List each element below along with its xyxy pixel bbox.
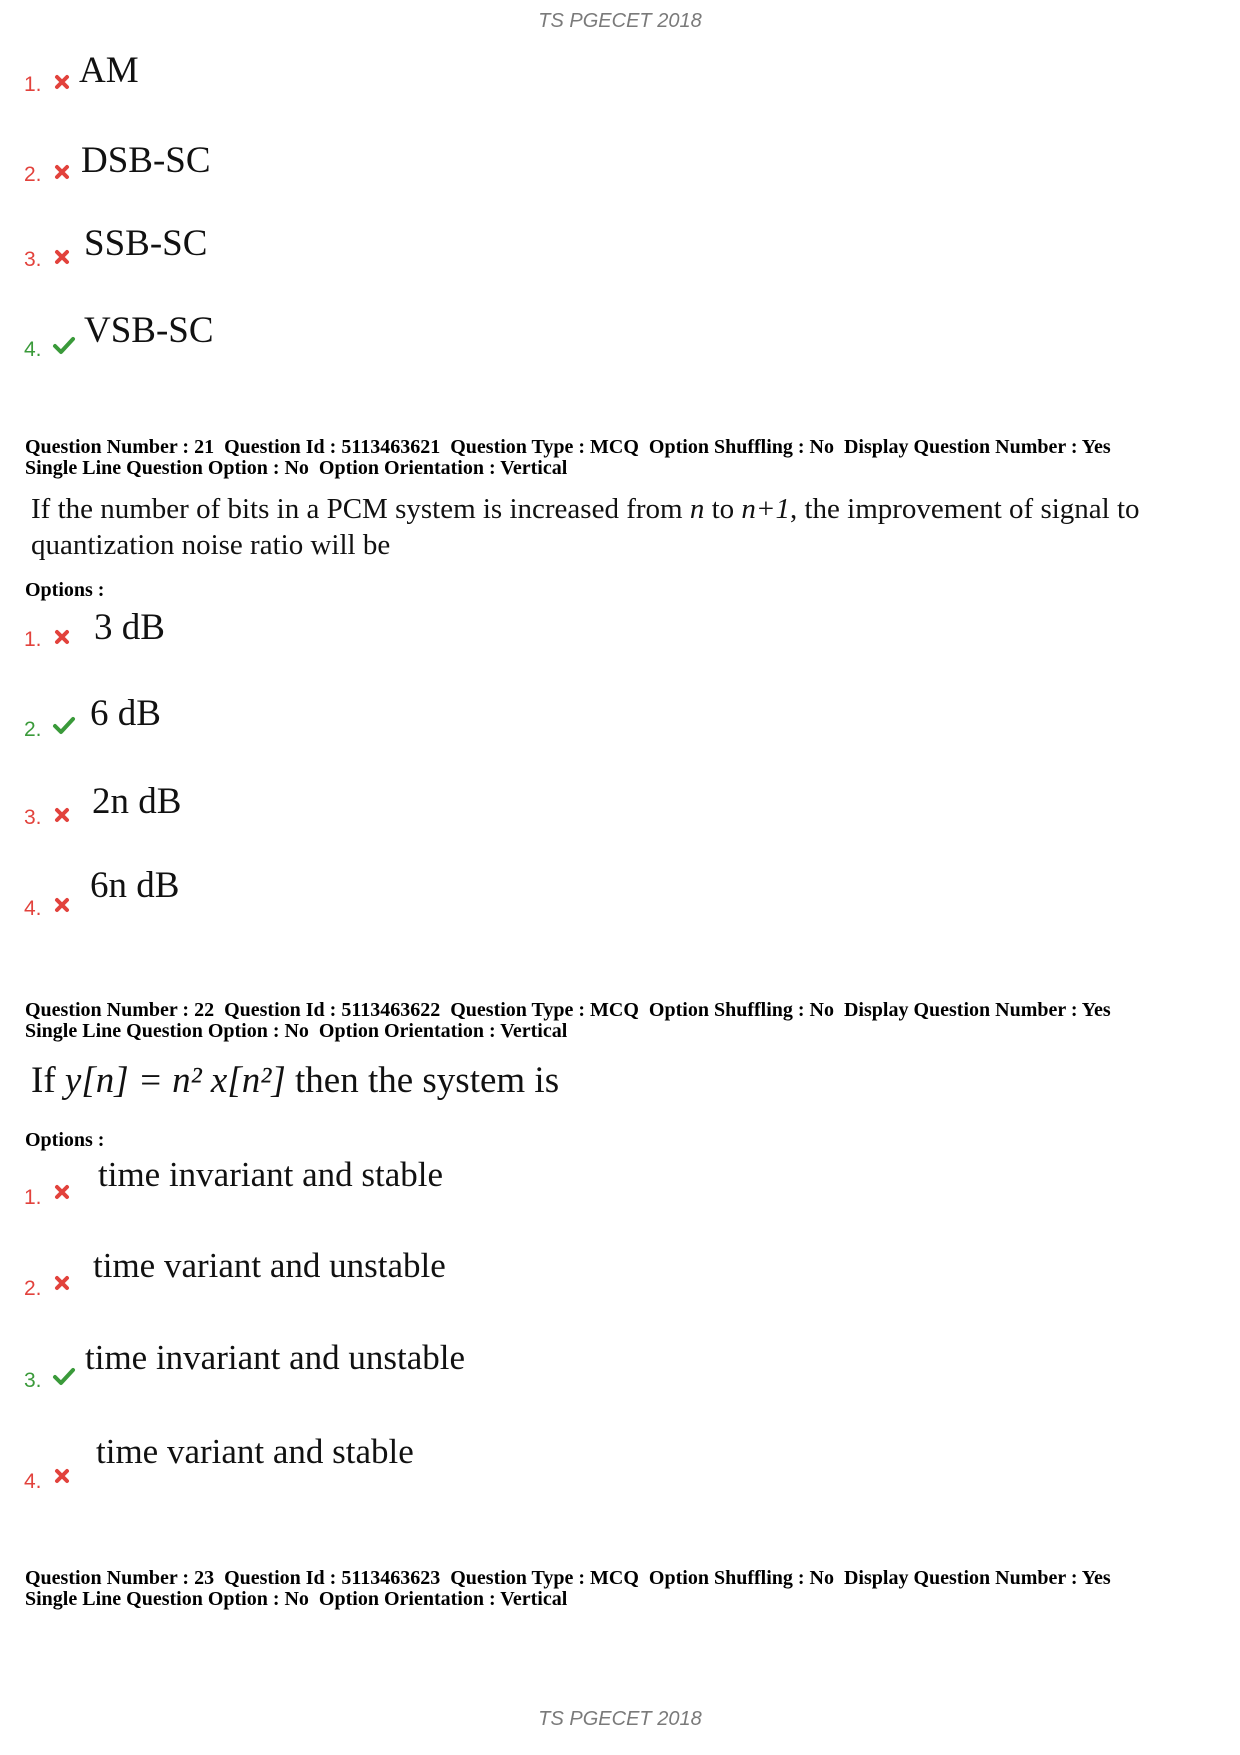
option-number: 1.	[24, 73, 42, 96]
option-text: AM	[79, 50, 139, 91]
cross-icon	[52, 72, 72, 92]
option-text: 3 dB	[94, 607, 165, 648]
option-number: 4.	[24, 897, 42, 920]
options-label: Options :	[25, 579, 105, 601]
question-22-text: If y[n] = n² x[n²] then the system is	[31, 1060, 560, 1101]
option-text: VSB-SC	[84, 310, 214, 351]
question-22-meta: Question Number : 22 Question Id : 5113463622 Question Type : MCQ Option Shuffling : No Display Question Number : Yes Single Line Question Option : No Option Orientation : Vertical	[25, 999, 1111, 1042]
option-text: time invariant and stable	[98, 1155, 444, 1194]
equation: y[n] = n² x[n²]	[64, 1060, 286, 1101]
option-number: 3.	[24, 248, 42, 271]
cross-icon	[52, 805, 72, 825]
question-23-meta: Question Number : 23 Question Id : 5113463623 Question Type : MCQ Option Shuffling : No Display Question Number : Yes Single Line Question Option : No Option Orientation : Vertical	[25, 1567, 1111, 1610]
option-text: time invariant and unstable	[85, 1338, 466, 1377]
option-text: time variant and unstable	[93, 1246, 446, 1285]
option-text: DSB-SC	[81, 140, 211, 181]
option-text: 6n dB	[90, 865, 180, 906]
cross-icon	[52, 895, 72, 915]
cross-icon	[52, 247, 72, 267]
option-number: 1.	[24, 1186, 42, 1209]
option-text: time variant and stable	[96, 1432, 414, 1471]
check-icon	[52, 715, 76, 735]
question-21-meta: Question Number : 21 Question Id : 5113463621 Question Type : MCQ Option Shuffling : No Display Question Number : Yes Single Line Question Option : No Option Orientation : Vertical	[25, 436, 1111, 479]
cross-icon	[52, 627, 72, 647]
cross-icon	[52, 1273, 72, 1293]
cross-icon	[52, 162, 72, 182]
check-icon	[52, 335, 76, 355]
option-text: 6 dB	[90, 693, 161, 734]
option-number: 3.	[24, 1369, 42, 1392]
cross-icon	[52, 1182, 72, 1202]
option-number: 2.	[24, 1277, 42, 1300]
option-number: 1.	[24, 628, 42, 651]
page-header: TS PGECET 2018	[538, 10, 702, 32]
option-number: 2.	[24, 163, 42, 186]
page-footer: TS PGECET 2018	[538, 1708, 702, 1730]
option-number: 4.	[24, 338, 42, 361]
option-text: 2n dB	[92, 781, 182, 822]
option-number: 3.	[24, 806, 42, 829]
cross-icon	[52, 1466, 72, 1486]
option-text: SSB-SC	[84, 223, 208, 264]
option-number: 2.	[24, 718, 42, 741]
options-label: Options :	[25, 1129, 105, 1151]
check-icon	[52, 1366, 76, 1386]
question-21-text: If the number of bits in a PCM system is increased from n to n+1, the improvement of signal to quantization noise ratio will be	[31, 493, 1140, 561]
option-number: 4.	[24, 1470, 42, 1493]
